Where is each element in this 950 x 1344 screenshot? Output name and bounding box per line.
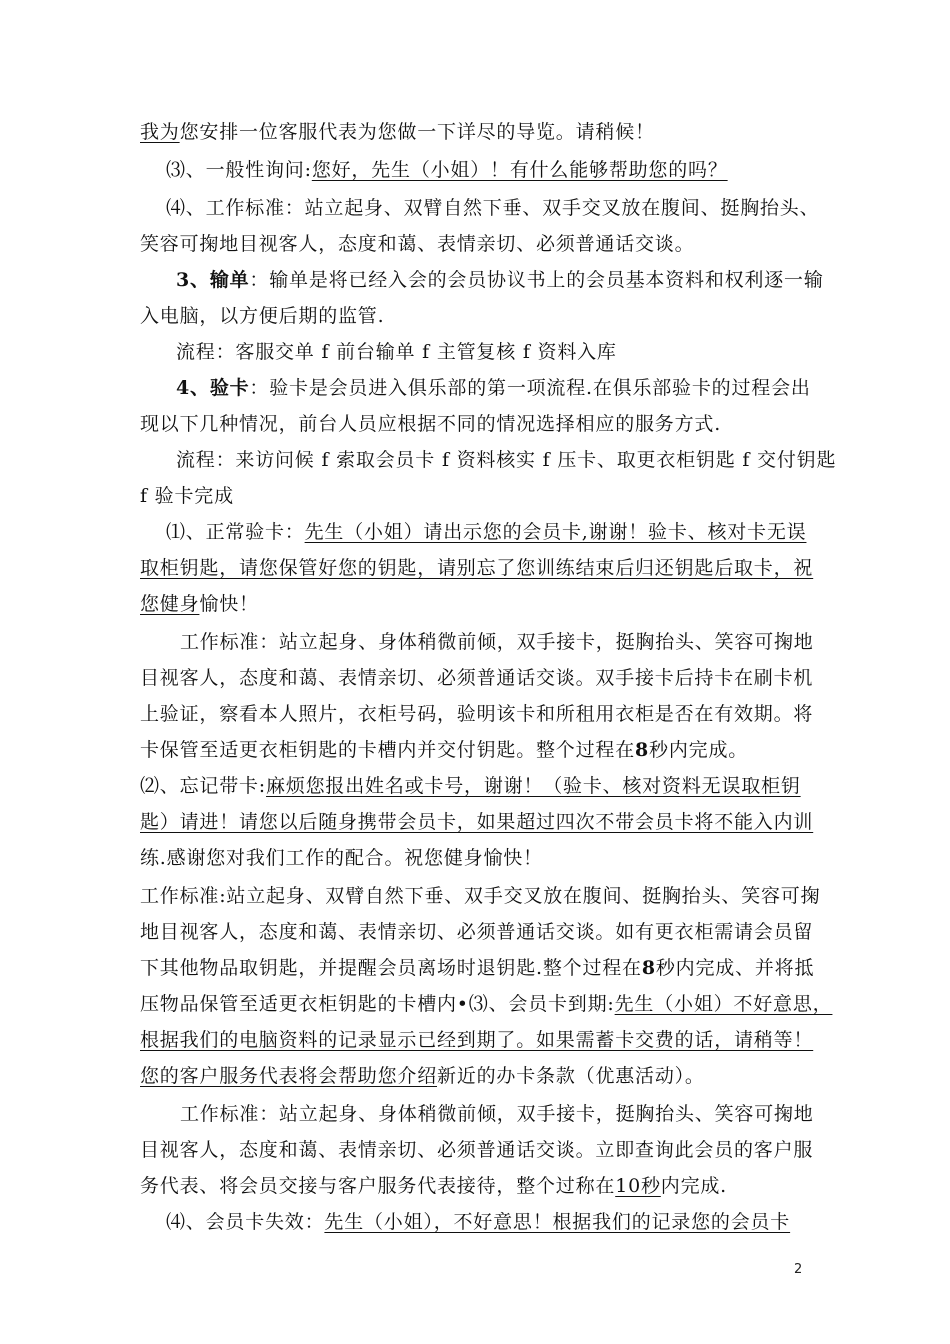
- text-line: [140, 846, 543, 870]
- text-line: [140, 1064, 705, 1088]
- text-segment: 卡保管至适更衣柜钥匙的卡槽内并交付钥匙。整个过程在: [140, 739, 636, 761]
- text-segment: 4、验卡: [176, 377, 250, 399]
- underlined-text: 先生（小姐）不好意思，: [614, 993, 833, 1015]
- text-segment: 您安排一位客服代表为您做一下详尽的导览。请稍候！: [179, 121, 655, 143]
- text-segment: ⑷、工作标准：站立起身、双臂自然下垂、双手交叉放在腹间、挺胸抬头、: [166, 197, 820, 219]
- underlined-text: 根据我们的电脑资料的记录显示已经到期了。如果需蓄卡交费的话，请稍等！: [140, 1029, 814, 1051]
- text-segment: 笑容可掬地目视客人，态度和蔼、表情亲切、必须普通话交谈。: [140, 233, 695, 255]
- text-segment: 秒内完成。: [649, 739, 749, 761]
- text-segment: 3、输单: [176, 269, 250, 291]
- text-line: [140, 920, 813, 944]
- underlined-text: 取柜钥匙，请您保管好您的钥匙，请别忘了您训练结束后归还钥匙后取卡，祝: [140, 557, 814, 579]
- text-segment: f 验卡完成: [140, 485, 234, 507]
- underlined-text: 麻烦您报出姓名或卡号，谢谢！（验卡、核对资料无误取柜钥: [266, 775, 801, 797]
- underlined-text: 您好，先生（小姐）！有什么能够帮助您的吗？: [311, 159, 728, 181]
- text-segment: 入电脑，以方便后期的监管.: [140, 305, 385, 327]
- text-line: [166, 1210, 790, 1234]
- text-segment: ⑵、忘记带卡:: [140, 775, 267, 797]
- underlined-text: 匙）请进！请您以后随身携带会员卡，如果超过四次不带会员卡将不能入内训: [140, 811, 814, 833]
- text-segment: 愉快！: [199, 593, 259, 615]
- text-line: [176, 448, 836, 472]
- text-segment: 工作标准：站立起身、身体稍微前倾，双手接卡，挺胸抬头、笑容可掬地: [180, 1103, 814, 1125]
- text-line: [140, 992, 832, 1016]
- page-number: 2: [794, 1262, 803, 1277]
- underlined-text: 先生（小姐），不好意思！根据我们的记录您的会员卡: [324, 1211, 791, 1233]
- text-segment: 内完成.: [660, 1175, 728, 1197]
- underlined-text: 您健身: [140, 593, 200, 615]
- text-line: [166, 196, 819, 220]
- text-segment: 目视客人，态度和蔼、表情亲切、必须普通话交谈。双手接卡后持卡在刷卡机: [140, 667, 814, 689]
- text-segment: ：输单是将已经入会的会员协议书上的会员基本资料和权利逐一输: [249, 269, 824, 291]
- text-line: [140, 592, 259, 616]
- text-line: [140, 702, 813, 726]
- text-line: [140, 956, 814, 980]
- text-segment: 新近的办卡条款（优惠活动）。: [437, 1065, 705, 1087]
- text-line: [140, 1174, 727, 1198]
- text-segment: 工作标准：站立起身、身体稍微前倾，双手接卡，挺胸抬头、笑容可掬地: [180, 631, 814, 653]
- text-line: [140, 774, 801, 798]
- text-segment: 压物品保管至适更衣柜钥匙的卡槽内•⑶、会员卡到期:: [140, 993, 615, 1015]
- underlined-text: 您的客户服务代表将会帮助您介绍: [140, 1065, 438, 1087]
- text-line: [166, 520, 806, 544]
- text-segment: ：验卡是会员进入俱乐部的第一项流程.在俱乐部验卡的过程会出: [249, 377, 811, 399]
- text-segment: 秒内完成、并将抵: [655, 957, 815, 979]
- text-line: [140, 412, 721, 436]
- text-line: [140, 1138, 813, 1162]
- text-line: [140, 484, 234, 508]
- text-segment: 务代表、将会员交接与客户服务代表接待，整个过称在: [140, 1175, 616, 1197]
- text-line: [176, 376, 811, 400]
- text-segment: ⑷、会员卡失效：: [166, 1211, 325, 1233]
- text-segment: 8: [641, 957, 656, 979]
- underlined-text: 我为: [140, 121, 180, 143]
- text-line: [140, 738, 748, 762]
- text-line: [140, 120, 655, 144]
- underlined-text: 先生（小姐）请出示您的会员卡,谢谢！验卡、核对卡无误: [304, 521, 807, 543]
- text-segment: 练.感谢您对我们工作的配合。祝您健身愉快！: [140, 847, 543, 869]
- text-line: [140, 1028, 813, 1052]
- text-line: [140, 666, 813, 690]
- text-line: [140, 304, 384, 328]
- text-line: [180, 1102, 814, 1126]
- text-segment: ⑶、一般性询问:: [166, 159, 312, 181]
- text-segment: 上验证，察看本人照片，衣柜号码，验明该卡和所租用衣柜是否在有效期。将: [140, 703, 814, 725]
- text-segment: 流程：客服交单 f 前台输单 f 主管复核 f 资料入库: [176, 341, 617, 363]
- text-line: [176, 340, 617, 364]
- text-segment: 地目视客人，态度和蔼、表情亲切、必须普通话交谈。如有更衣柜需请会员留: [140, 921, 814, 943]
- text-line: [166, 158, 728, 182]
- text-segment: 现以下几种情况，前台人员应根据不同的情况选择相应的服务方式.: [140, 413, 722, 435]
- text-segment: 流程：来访问候 f 索取会员卡 f 资料核实 f 压卡、取更衣柜钥匙 f 交付钥匙: [176, 449, 837, 471]
- underlined-text: 10秒: [615, 1175, 661, 1197]
- text-segment: 下其他物品取钥匙，并提醒会员离场时退钥匙.整个过程在: [140, 957, 642, 979]
- text-line: [140, 232, 694, 256]
- text-line: [140, 884, 820, 908]
- text-line: [176, 268, 824, 292]
- text-segment: 目视客人，态度和蔼、表情亲切、必须普通话交谈。立即查询此会员的客户服: [140, 1139, 814, 1161]
- text-line: [140, 556, 813, 580]
- text-segment: ⑴、正常验卡：: [166, 521, 305, 543]
- text-segment: 8: [635, 739, 650, 761]
- text-line: [180, 630, 814, 654]
- text-segment: 工作标准:站立起身、双臂自然下垂、双手交叉放在腹间、挺胸抬头、笑容可掬: [140, 885, 821, 907]
- text-line: [140, 810, 813, 834]
